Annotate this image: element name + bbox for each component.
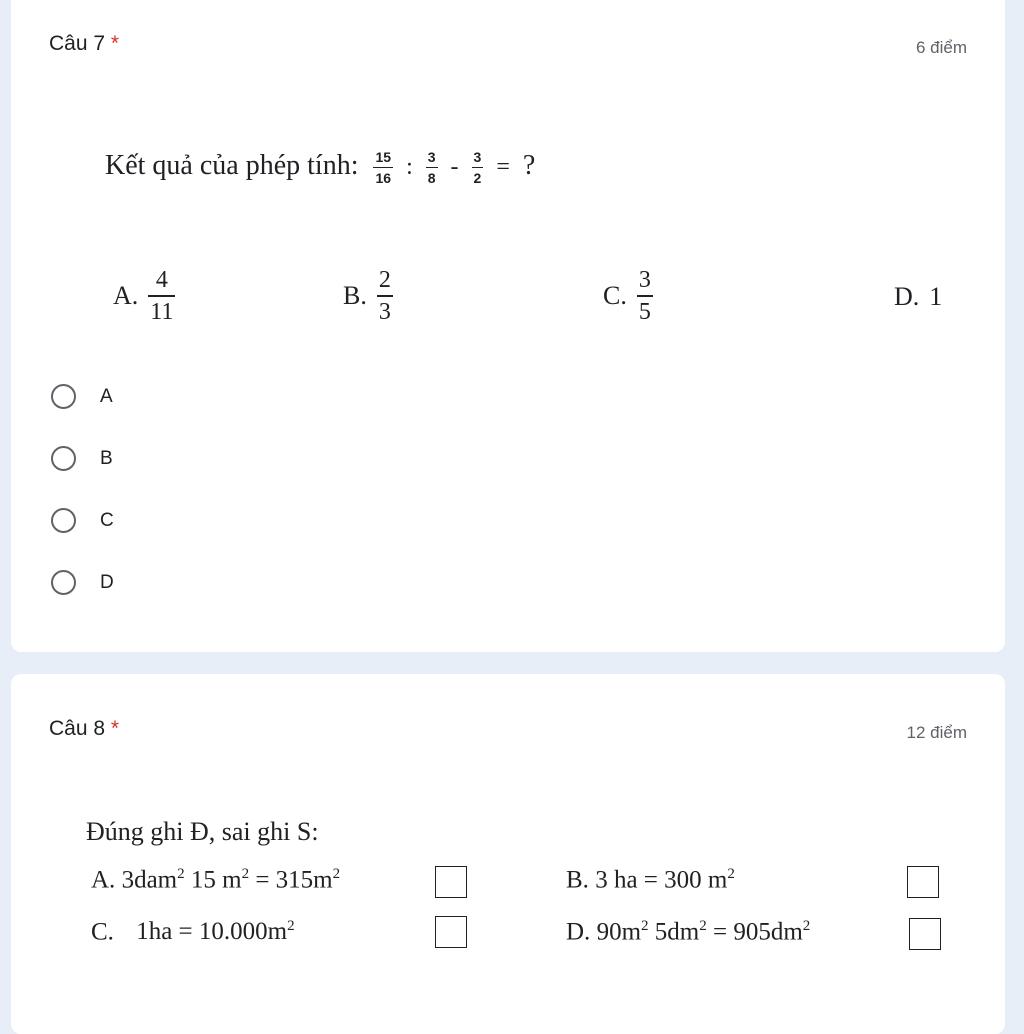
statement-a: A. 3dam$^2$ 15 $m^2 = 315m^2$ <box>91 866 341 894</box>
fraction-3-2: $\frac{3}{2}$ <box>473 149 482 187</box>
question-7-points: 6 điểm <box>915 38 967 57</box>
answer-box-b[interactable] <box>907 866 939 898</box>
option-a-text: A. $\frac{4}{11}$ <box>113 267 174 325</box>
option-c-text: C. $\frac{3}{5}$ <box>603 267 651 325</box>
answer-box-c[interactable] <box>435 916 467 948</box>
required-asterisk: * <box>110 32 120 55</box>
question-7-prompt <box>105 150 535 185</box>
fraction-3-8: $\frac{3}{8}$ <box>427 149 436 187</box>
question-7-card <box>11 0 1005 652</box>
radio-label: A <box>100 385 113 407</box>
question-8-points: 12 điểm <box>906 723 967 742</box>
radio-option-b[interactable] <box>51 446 113 471</box>
statement-c: C. $1ha = 10.000m^2$ <box>91 918 295 946</box>
fraction-15-16: $\frac{15}{16}$ <box>375 149 392 187</box>
question-8-title <box>49 717 119 741</box>
option-d-text: D. 1 <box>894 282 943 311</box>
radio-option-a[interactable] <box>51 384 113 409</box>
fraction-2-3: $\frac{2}{3}$ <box>378 267 391 325</box>
option-b-text: B. $\frac{2}{3}$ <box>343 267 391 325</box>
radio-label: C <box>100 509 114 531</box>
radio-option-d[interactable] <box>51 570 114 595</box>
operator-equals: = <box>496 154 510 180</box>
operator-divide: : <box>406 154 413 180</box>
fraction-3-5: $\frac{3}{5}$ <box>638 267 651 325</box>
question-title-text: Câu 7 <box>49 32 106 55</box>
answer-box-d[interactable] <box>909 918 941 950</box>
required-asterisk: * <box>110 717 120 740</box>
radio-option-c[interactable] <box>51 508 114 533</box>
statement-d: D. $90m^2$ $5dm^2 = 905dm^2$ <box>566 918 811 946</box>
prompt-text: Kết quả của phép tính: <box>105 150 359 181</box>
radio-circle-icon[interactable] <box>51 446 76 471</box>
radio-label: D <box>100 571 114 593</box>
question-mark: ? <box>522 150 536 181</box>
question-8-instruction: Đúng ghi Đ, sai ghi S: <box>86 817 319 846</box>
radio-circle-icon[interactable] <box>51 384 76 409</box>
answer-box-a[interactable] <box>435 866 467 898</box>
radio-circle-icon[interactable] <box>51 508 76 533</box>
question-8-card <box>11 674 1005 1034</box>
radio-label: B <box>100 447 113 469</box>
fraction-4-11: $\frac{4}{11}$ <box>150 267 174 325</box>
question-title-text: Câu 8 <box>49 717 106 740</box>
operator-minus: - <box>450 154 459 180</box>
question-7-title <box>49 32 119 56</box>
radio-circle-icon[interactable] <box>51 570 76 595</box>
statement-b: B. 3 ha = 300 $m^2$ <box>566 866 735 894</box>
